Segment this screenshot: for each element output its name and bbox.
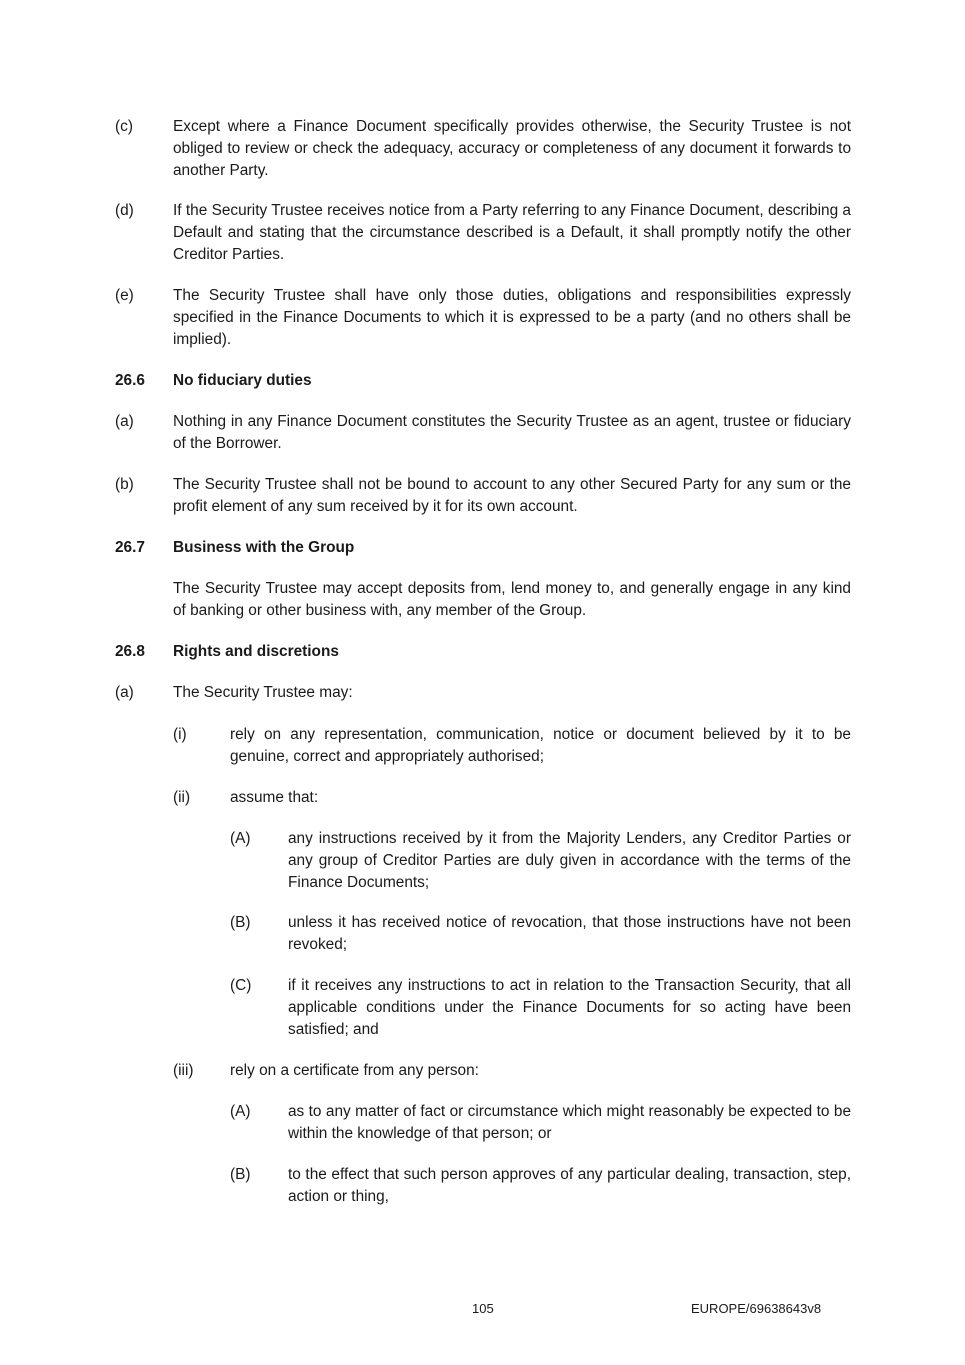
paragraph-text: The Security Trustee may: (173, 684, 353, 701)
section-title: No fiduciary duties (173, 372, 312, 389)
paragraph-label: (A) (230, 830, 251, 847)
paragraph-label: (i) (173, 726, 187, 743)
paragraph-text: The Security Trustee may accept deposits from, lend money to, and generally engage in any kind of banking or other business with, any member of the Group. (173, 580, 851, 619)
paragraph-label: (ii) (173, 789, 191, 806)
section-number: 26.7 (115, 539, 145, 556)
section-number: 26.8 (115, 643, 145, 660)
paragraph-label: (a) (115, 684, 134, 701)
paragraph-label: (d) (115, 202, 134, 219)
section-number: 26.6 (115, 372, 145, 389)
paragraph-text: any instructions received by it from the Majority Lenders, any Creditor Parties or any group of Creditor Parties are duly given in accordance with the terms of the Finance Documents; (288, 830, 851, 891)
paragraph-label: (a) (115, 413, 134, 430)
paragraph-text: rely on any representation, communication, notice or document believed by it to be genuine, correct and appropriately authorised; (230, 726, 851, 765)
paragraph-text: as to any matter of fact or circumstance which might reasonably be expected to be within the knowledge of that person; or (288, 1103, 851, 1142)
paragraph-text: Nothing in any Finance Document constitutes the Security Trustee as an agent, trustee or fiduciary of the Borrower. (173, 413, 851, 452)
paragraph-label: (iii) (173, 1062, 194, 1079)
page-number: 105 (472, 1301, 494, 1316)
paragraph-label: (C) (230, 977, 252, 994)
paragraph-label: (B) (230, 1166, 251, 1183)
paragraph-text: unless it has received notice of revocation, that those instructions have not been revoked; (288, 914, 851, 953)
section-title: Rights and discretions (173, 643, 339, 660)
paragraph-text: assume that: (230, 789, 319, 806)
section-title: Business with the Group (173, 539, 355, 556)
paragraph-label: (A) (230, 1103, 251, 1120)
paragraph-label: (b) (115, 476, 134, 493)
paragraph-label: (c) (115, 118, 133, 135)
paragraph-text: If the Security Trustee receives notice from a Party referring to any Finance Document, describing a Default and stating that the circumstance described is a Default, it shall promptly notify the other Creditor Parties. (173, 202, 851, 263)
document-reference: EUROPE/69638643v8 (691, 1301, 822, 1316)
paragraph-text: rely on a certificate from any person: (230, 1062, 479, 1079)
paragraph-text: to the effect that such person approves of any particular dealing, transaction, step, action or thing, (288, 1166, 851, 1205)
paragraph-text: if it receives any instructions to act in relation to the Transaction Security, that all applicable conditions under the Finance Documents for so acting have been satisfied; and (288, 977, 851, 1038)
paragraph-label: (B) (230, 914, 251, 931)
paragraph-text: Except where a Finance Document specifically provides otherwise, the Security Trustee is not obliged to review or check the adequacy, accuracy or completeness of any document it forwards to another Party. (173, 118, 851, 179)
paragraph-text: The Security Trustee shall not be bound to account to any other Secured Party for any sum or the profit element of any sum received by it for its own account. (173, 476, 851, 515)
paragraph-label: (e) (115, 287, 134, 304)
paragraph-text: The Security Trustee shall have only those duties, obligations and responsibilities expressly specified in the Finance Documents to which it is expressed to be a party (and no others shall be implied). (173, 287, 851, 348)
